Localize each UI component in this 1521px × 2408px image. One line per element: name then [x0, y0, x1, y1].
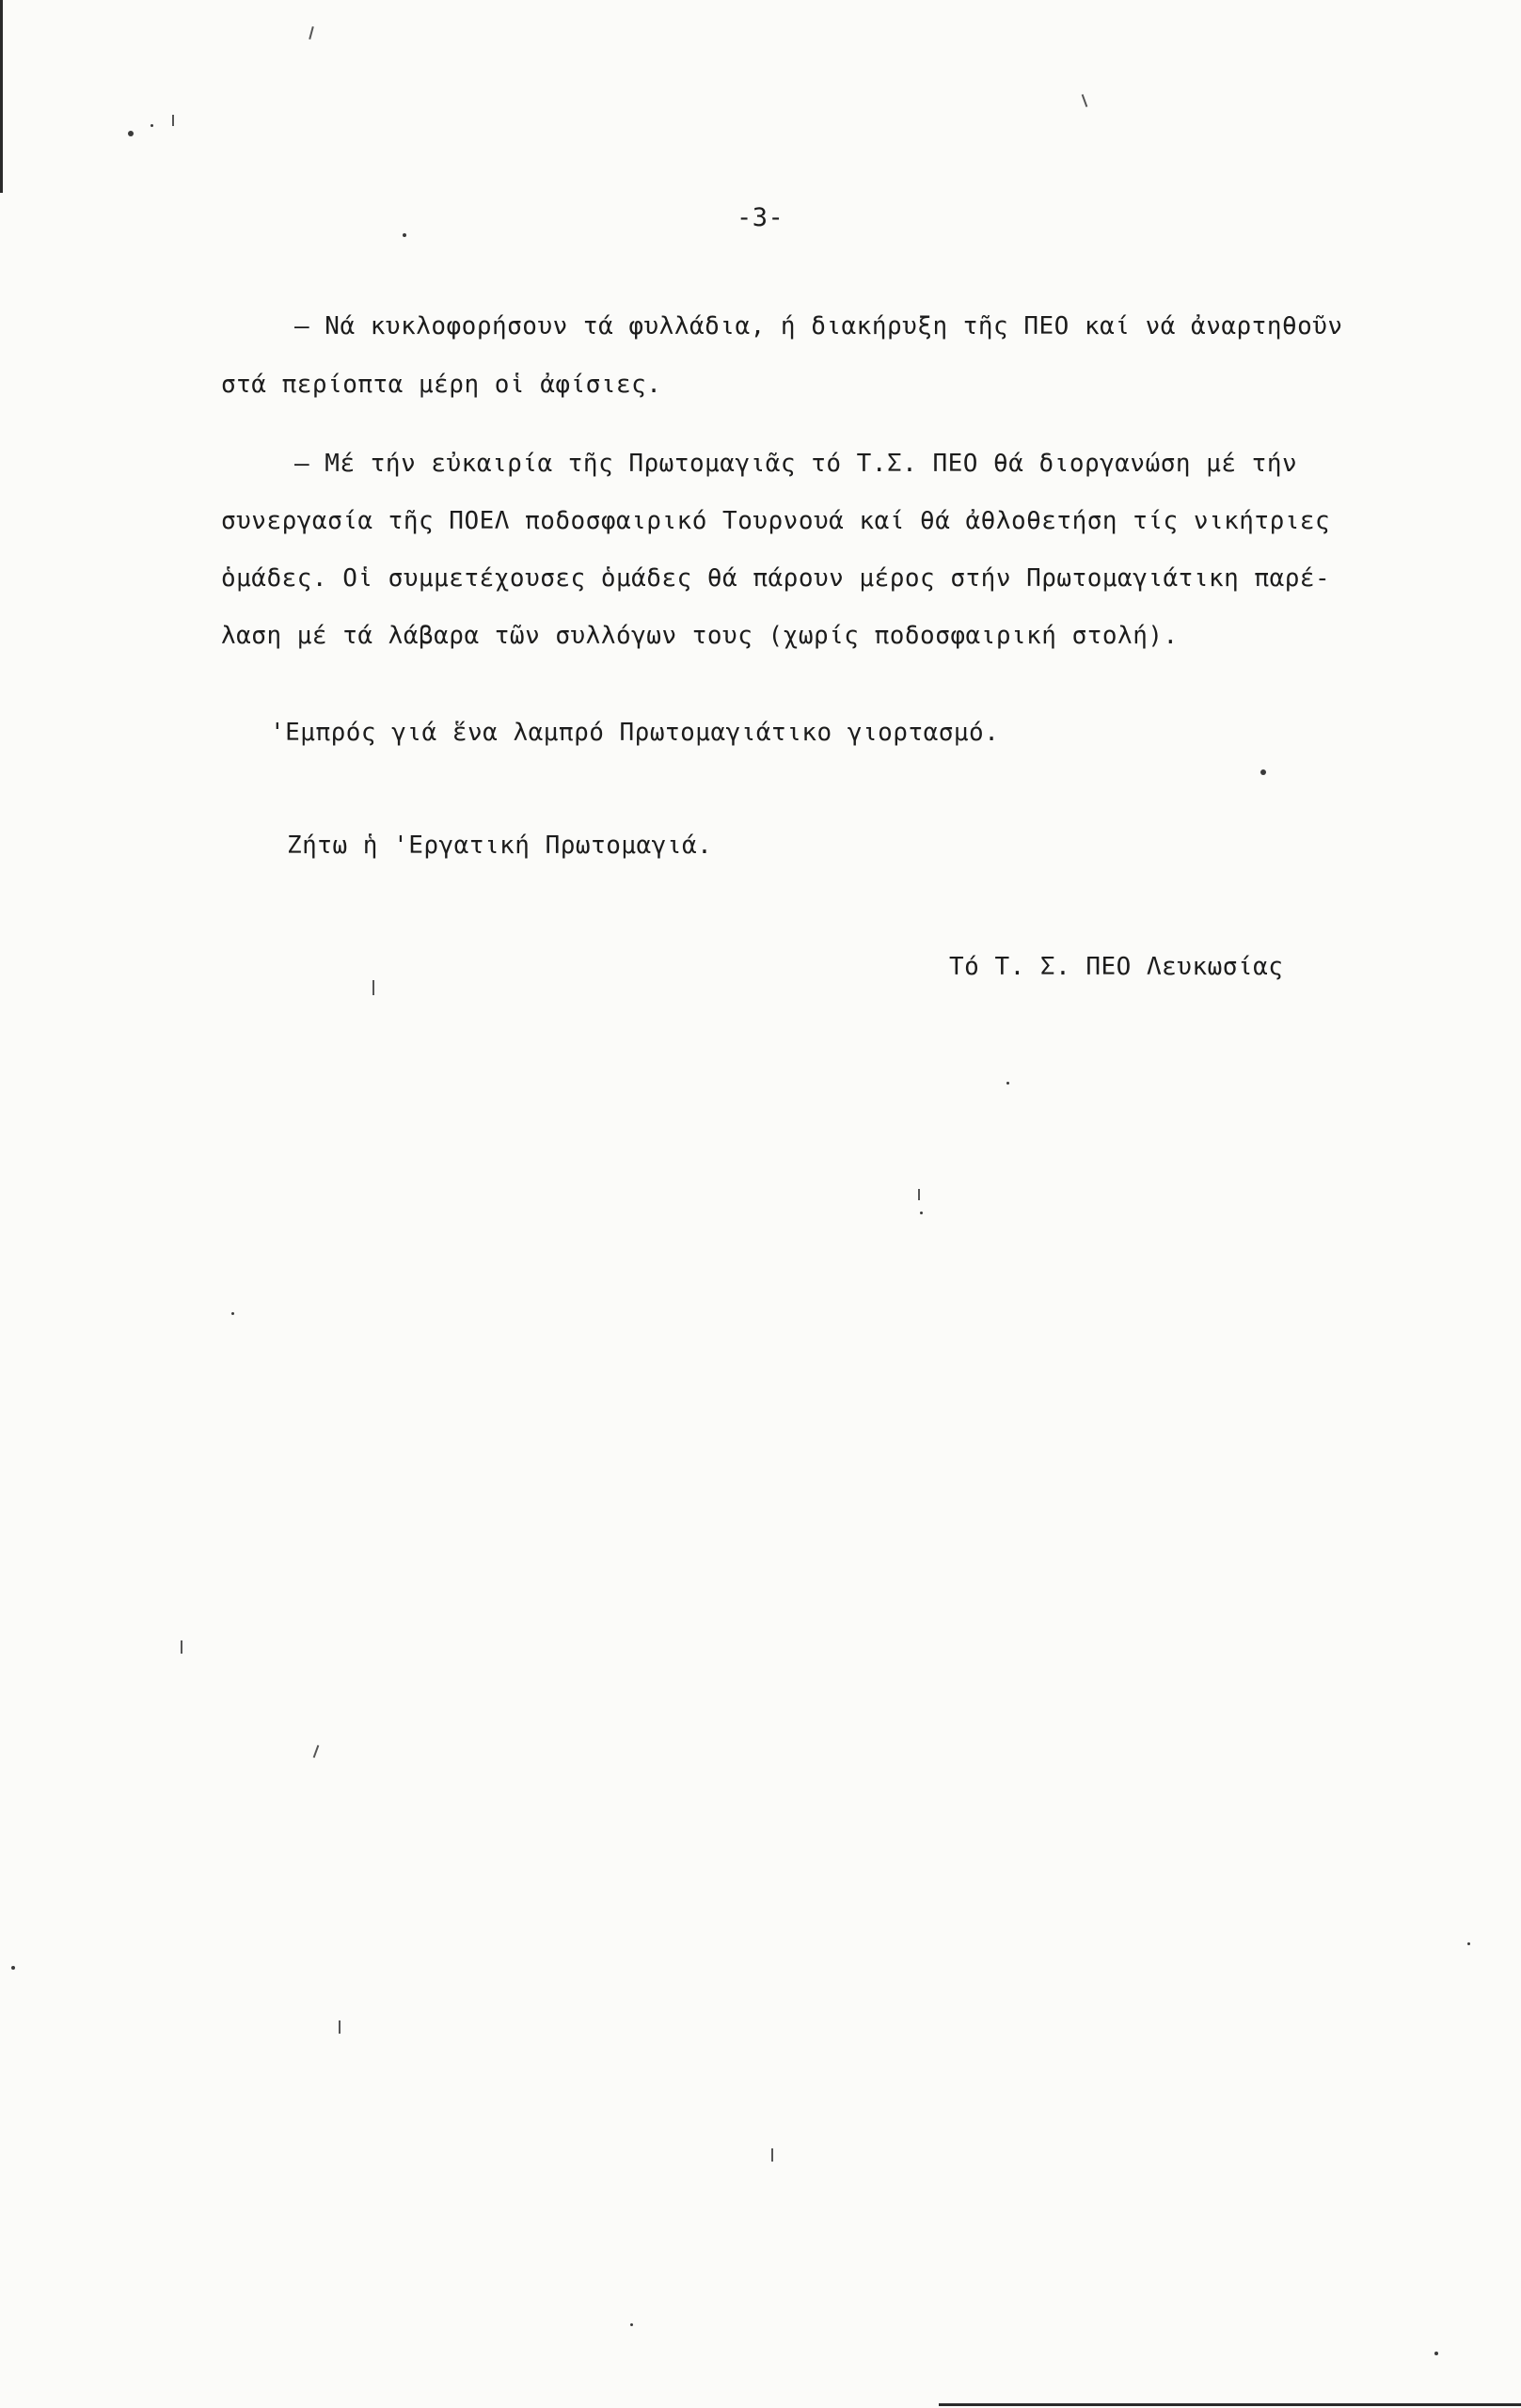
- scan-speck: [151, 124, 153, 127]
- page-number: -3-: [737, 203, 784, 232]
- scan-speck: [128, 131, 134, 136]
- scan-speck: [1434, 2352, 1438, 2355]
- slogan-forward: 'Εμπρός γιά ἕνα λαμπρό Πρωτομαγιάτικο γιορτασμό.: [270, 719, 1000, 747]
- scan-mark: [918, 1189, 920, 1200]
- scan-speck: [630, 2323, 633, 2326]
- scan-mark: [181, 1640, 182, 1654]
- scan-speck: [1006, 1082, 1009, 1085]
- scan-edge-bottom: [939, 2403, 1521, 2406]
- paragraph-1-line-2: στά περίοπτα μέρη οἱ ἀφίσιες.: [221, 371, 662, 399]
- signature: Τό Τ. Σ. ΠΕΟ Λευκωσίας: [949, 953, 1284, 981]
- scan-speck: [1467, 1942, 1470, 1945]
- scan-mark: [313, 1745, 320, 1758]
- scan-mark: [372, 980, 374, 995]
- paragraph-2-line-2: συνεργασία τῆς ΠΟΕΛ ποδοσφαιρικό Τουρνουά καί θά ἀθλοθετήση τίς νικήτριες: [221, 507, 1331, 535]
- scan-edge-left: [0, 0, 3, 193]
- scan-mark: [172, 115, 174, 126]
- scan-mark: [1082, 94, 1088, 107]
- paragraph-2-line-4: λαση μέ τά λάβαρα τῶν συλλόγων τους (χωρίς ποδοσφαιρική στολή).: [221, 622, 1179, 650]
- scan-mark: [309, 26, 314, 40]
- slogan-long-live: Ζήτω ἡ 'Εργατική Πρωτομαγιά.: [287, 832, 713, 860]
- paragraph-1-line-1: – Νά κυκλοφορήσουν τά φυλλάδια, ή διακήρυξη τῆς ΠΕΟ καί νά ἀναρτηθοῦν: [294, 312, 1343, 341]
- scan-speck: [920, 1212, 923, 1214]
- scan-mark: [771, 2148, 773, 2162]
- scan-speck: [1260, 769, 1266, 775]
- paragraph-2-line-3: ὁμάδες. Οἱ συμμετέχουσες ὁμάδες θά πάρουν μέρος στήν Πρωτομαγιάτικη παρέ-: [221, 564, 1331, 593]
- scan-mark: [339, 2020, 341, 2034]
- scan-speck: [231, 1312, 234, 1315]
- scan-speck: [11, 1966, 15, 1970]
- paragraph-2-line-1: – Μέ τήν εὐκαιρία τῆς Πρωτομαγιᾶς τό Τ.Σ. ΠΕΟ θά διοργανώση μέ τήν: [294, 450, 1298, 478]
- scan-speck: [403, 233, 406, 237]
